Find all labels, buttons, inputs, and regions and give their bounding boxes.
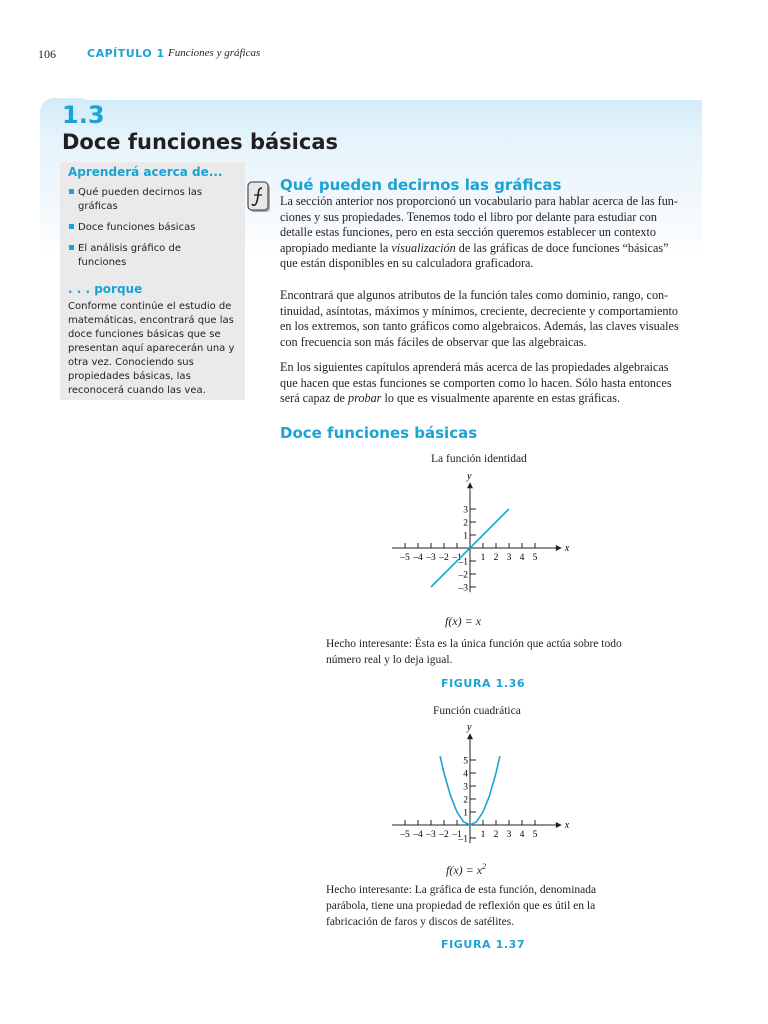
note-line: fabricación de faros y discos de satélites. bbox=[326, 916, 515, 928]
paragraph-line: La sección anterior nos proporcionó un vocabulario para hablar acerca de las fun- bbox=[280, 194, 678, 208]
x-tick-label: –2 bbox=[439, 553, 449, 563]
x-tick-label: –3 bbox=[426, 553, 436, 563]
paragraph-line: ciones y sus propiedades. Tenemos todo el libro por delante para estudiar con bbox=[280, 209, 657, 224]
x-tick-label: 5 bbox=[532, 553, 538, 563]
formula-exponent: 2 bbox=[482, 862, 487, 871]
page-number: 106 bbox=[38, 47, 56, 61]
sidebar-item-line: funciones bbox=[78, 257, 127, 268]
intro-paragraph bbox=[280, 194, 707, 272]
text-run: será capaz de bbox=[280, 391, 348, 405]
learn-heading: Aprenderá acerca de... bbox=[68, 165, 223, 179]
x-tick-label: –5 bbox=[400, 830, 410, 840]
y-tick-label: 2 bbox=[463, 795, 468, 806]
x-axis-arrow bbox=[556, 545, 562, 551]
what-graphs-heading: Qué pueden decirnos las gráficas bbox=[280, 176, 562, 194]
identity-function-graph bbox=[376, 470, 576, 602]
y-axis-label: y bbox=[467, 471, 472, 483]
x-axis-label: x bbox=[564, 820, 570, 831]
paragraph-line: En los siguientes capítulos aprenderá más acerca de las propiedades algebraicas bbox=[280, 360, 669, 374]
sidebar-item-line: gráficas bbox=[78, 201, 118, 212]
y-tick-label: –1 bbox=[458, 557, 468, 568]
x-tick-label: 2 bbox=[493, 830, 499, 840]
note-line: Hecho interesante: Ésta es la única función que actúa sobre todo bbox=[326, 638, 622, 650]
y-tick-label: 2 bbox=[463, 518, 468, 529]
figure-136-title: La función identidad bbox=[431, 453, 527, 465]
x-tick-label: 4 bbox=[519, 830, 525, 840]
section-title: Doce funciones básicas bbox=[62, 130, 338, 154]
x-tick-label: 3 bbox=[506, 830, 512, 840]
y-axis-arrow bbox=[467, 733, 473, 739]
calculator-icon bbox=[247, 181, 275, 215]
x-tick-label: 5 bbox=[532, 830, 538, 840]
paragraph-line: Encontrará que algunos atributos de la función tales como dominio, rango, con- bbox=[280, 288, 669, 302]
x-tick-label: 1 bbox=[480, 553, 486, 563]
bullet-icon bbox=[69, 245, 74, 250]
x-tick-label: –1 bbox=[452, 553, 462, 563]
x-tick-label: –5 bbox=[400, 553, 410, 563]
paragraph-line: en los extremos, son tanto gráficos como algebraicos. Además, las claves visuales bbox=[280, 319, 679, 333]
x-axis-label: x bbox=[564, 543, 570, 554]
text-run: lo que es visualmente aparente en estas gráficas. bbox=[381, 391, 620, 405]
note-line: Hecho interesante: La gráfica de esta función, denominada bbox=[326, 884, 597, 896]
emphasis-probar: probar bbox=[348, 391, 382, 405]
because-line: propiedades básicas, las bbox=[68, 371, 191, 382]
sidebar-item-functions bbox=[69, 221, 239, 235]
bullet-icon bbox=[69, 189, 74, 194]
because-line: reconocerá cuando las vea. bbox=[68, 385, 206, 396]
x-tick-label: 4 bbox=[519, 553, 525, 563]
y-tick-label: 4 bbox=[463, 769, 468, 780]
x-tick-label: –3 bbox=[426, 830, 436, 840]
emphasis-visualizacion: visualización bbox=[391, 240, 456, 255]
figure-137-title: Función cuadrática bbox=[433, 705, 521, 717]
y-tick-label: 1 bbox=[463, 531, 468, 542]
sidebar-item-graphs bbox=[69, 186, 239, 214]
x-tick-label: –4 bbox=[413, 553, 423, 563]
y-tick-label: 5 bbox=[463, 756, 468, 767]
chapter-label: CAPÍTULO 1 bbox=[87, 47, 165, 60]
y-axis-arrow bbox=[467, 482, 473, 488]
paragraph-line: con frecuencia son más fáciles de observar que las algebraicas. bbox=[280, 334, 587, 349]
y-tick-label: 3 bbox=[463, 505, 468, 516]
paragraph-line bbox=[280, 241, 707, 257]
x-tick-label: 2 bbox=[493, 553, 499, 563]
because-line: doce funciones básicas que se bbox=[68, 329, 221, 340]
x-tick-label: –1 bbox=[452, 830, 462, 840]
formula-base: f(x) = x bbox=[446, 863, 483, 877]
paragraph-line: que están disponibles en su calculadora graficadora. bbox=[280, 256, 534, 270]
chapter-title: Funciones y gráficas bbox=[168, 47, 261, 59]
chapters-paragraph bbox=[280, 360, 707, 407]
figure-137-note bbox=[326, 882, 636, 930]
paragraph-line: detalle estas funciones, pero en esta sección queremos establecer un contexto bbox=[280, 225, 656, 239]
text-run: apropiado mediante la bbox=[280, 240, 392, 255]
x-axis-arrow bbox=[556, 822, 562, 828]
because-line: presentan aquí aparecerán una y bbox=[68, 343, 235, 354]
quadratic-function-graph bbox=[376, 715, 576, 845]
y-axis-label: y bbox=[467, 722, 472, 734]
figure-137-formula bbox=[446, 862, 486, 878]
x-tick-label: 3 bbox=[506, 553, 512, 563]
paragraph-line: tinuidad, asíntotas, máximos y mínimos, creciente, decreciente y comportamiento bbox=[280, 303, 679, 318]
y-tick-label: –2 bbox=[458, 570, 468, 581]
sidebar-item-line: El análisis gráfico de bbox=[78, 243, 181, 254]
sidebar-item-line: Qué pueden decirnos las bbox=[78, 187, 203, 198]
y-tick-label: 3 bbox=[463, 782, 468, 793]
figure-136-label: FIGURA 1.36 bbox=[441, 677, 526, 690]
section-number: 1.3 bbox=[62, 101, 105, 129]
figure-136-note bbox=[326, 636, 636, 668]
figure-136-formula: f(x) = x bbox=[445, 614, 482, 628]
because-heading: . . . porque bbox=[68, 282, 143, 296]
bullet-icon bbox=[69, 224, 74, 229]
note-line: parábola, tiene una propiedad de reflexión que es útil en la bbox=[326, 900, 596, 912]
x-tick-label: –4 bbox=[413, 830, 423, 840]
y-tick-label: –1 bbox=[458, 834, 468, 845]
sidebar-item-analysis bbox=[69, 242, 239, 270]
y-tick-label: –3 bbox=[458, 583, 468, 594]
text-run: de las gráficas de doce funciones “básicas” bbox=[455, 240, 669, 255]
because-line: otra vez. Conociendo sus bbox=[68, 357, 194, 368]
twelve-functions-heading: Doce funciones básicas bbox=[280, 424, 478, 442]
because-line: matemáticas, encontrará que las bbox=[68, 315, 234, 326]
paragraph-line: que hacen que estas funciones se comporten como lo hacen. Sólo hasta entonces bbox=[280, 375, 672, 390]
sidebar-item-line: Doce funciones básicas bbox=[78, 222, 196, 233]
x-tick-label: 1 bbox=[480, 830, 486, 840]
x-tick-label: –2 bbox=[439, 830, 449, 840]
because-line: Conforme continúe el estudio de bbox=[68, 301, 232, 312]
paragraph-line bbox=[280, 391, 707, 407]
figure-137-label: FIGURA 1.37 bbox=[441, 938, 526, 951]
attributes-paragraph bbox=[280, 288, 707, 350]
y-tick-label: 1 bbox=[463, 808, 468, 819]
note-line: número real y lo deja igual. bbox=[326, 654, 453, 666]
because-text bbox=[68, 300, 244, 398]
